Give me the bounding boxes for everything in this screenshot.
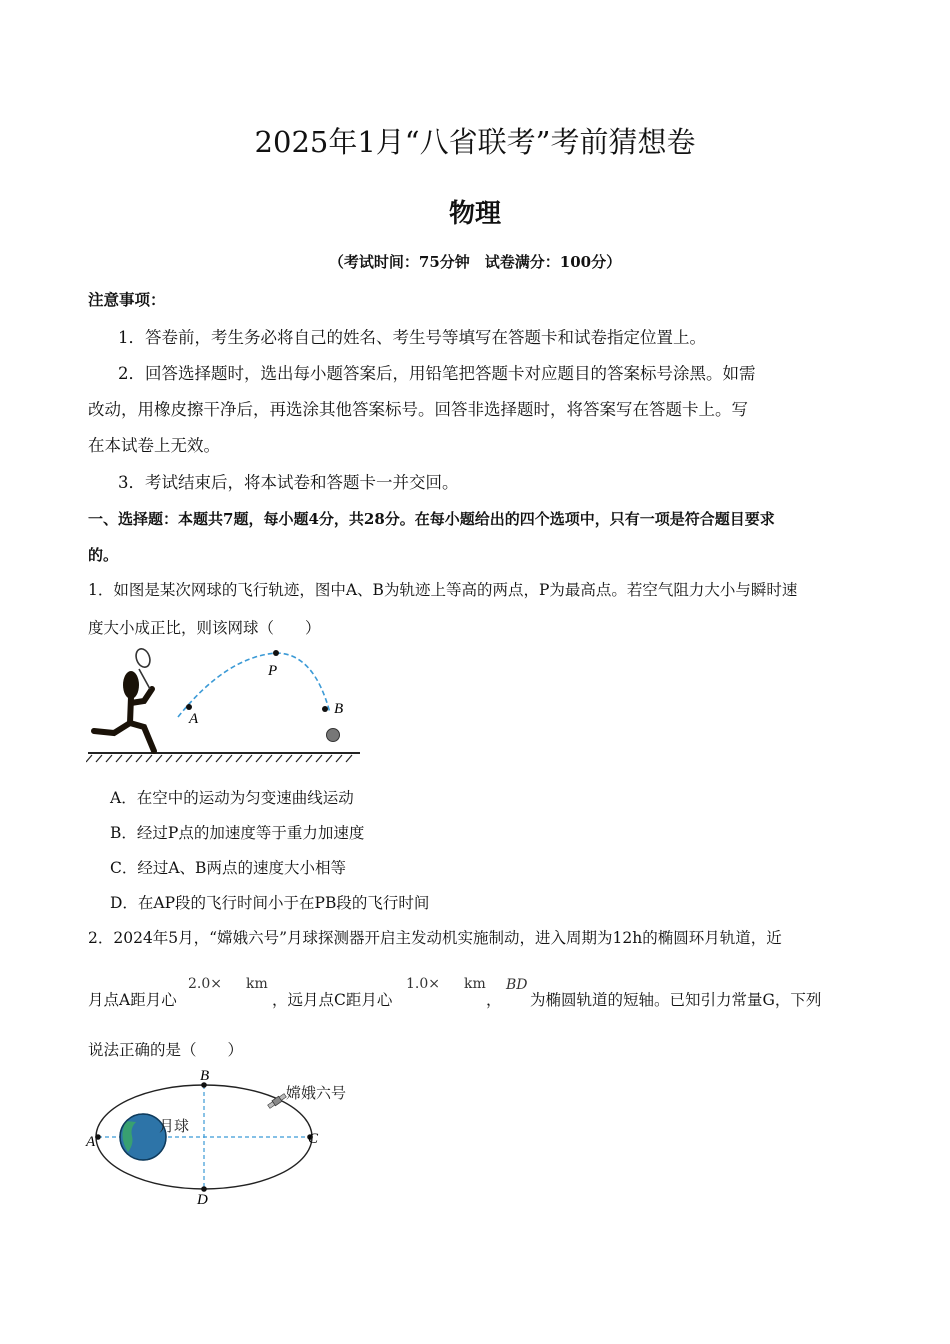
label-c: C: [308, 1131, 319, 1147]
q1-tennis-figure: [86, 645, 366, 765]
q2-text-line-2-part-3: ，: [486, 991, 502, 1009]
q2-far-distance-unit: km: [464, 976, 486, 992]
label-p: P: [268, 663, 278, 679]
q2-near-distance-coef: 2.0×: [188, 976, 222, 992]
notice-item-2-line-3: 在本试卷上无效。: [88, 436, 220, 455]
label-d: D: [197, 1192, 208, 1208]
exam-info: （考试时间：75分钟 试卷满分：100分）: [328, 253, 622, 271]
q1-text-line-1: 1．如图是某次网球的飞行轨迹，图中A、B为轨迹上等高的两点，P为最高点。若空气阻力大小与瞬时速: [88, 581, 798, 599]
notice-heading: 注意事项：: [88, 290, 166, 309]
q2-text-line-2-part-1: 月点A距月心: [88, 991, 177, 1009]
q2-text-line-2-part-4: 为椭圆轨道的短轴。已知引力常量G，下列: [530, 991, 822, 1009]
trajectory-curve: [178, 653, 330, 717]
point-d-dot: [201, 1186, 207, 1192]
notice-item-3: 3．考试结束后，将本试卷和答题卡一并交回。: [118, 473, 459, 492]
point-a-dot: [95, 1134, 101, 1140]
page-title: 2025年1月“八省联考”考前猜想卷: [254, 125, 696, 159]
q2-orbit-figure: [84, 1064, 374, 1214]
q2-text-line-2-part-2: ，远月点C距月心: [272, 991, 393, 1009]
q1-option-d: D．在AP段的飞行时间小于在PB段的飞行时间: [110, 894, 430, 912]
q2-near-distance-unit: km: [246, 976, 268, 992]
point-b-dot: [322, 706, 328, 712]
q2-short-axis-label: BD: [506, 977, 528, 993]
notice-item-1: 1．答卷前，考生务必将自己的姓名、考生号等填写在答题卡和试卷指定位置上。: [118, 328, 706, 347]
section-heading-line-1: 一、选择题：本题共7题，每小题4分，共28分。在每小题给出的四个选项中，只有一项是符合题目要求: [88, 510, 775, 528]
section-heading-line-2: 的。: [88, 546, 119, 564]
label-probe: 嫦娥六号: [286, 1084, 347, 1102]
label-b: B: [334, 701, 344, 717]
q2-text-line-3: 说法正确的是（ ）: [88, 1041, 244, 1059]
point-p-dot: [273, 650, 279, 656]
notice-item-2-line-1: 2．回答选择题时，选出每小题答案后，用铅笔把答题卡对应题目的答案标号涂黑。如需: [118, 364, 756, 383]
point-a-dot: [186, 704, 192, 710]
player-figure: [94, 671, 154, 751]
label-a: A: [189, 711, 199, 727]
q2-text-line-1: 2．2024年5月，“嫦娥六号”月球探测器开启主发动机实施制动，进入周期为12h的椭圆环月轨道，近: [88, 929, 782, 947]
label-b: B: [200, 1068, 210, 1084]
notice-item-2-line-2: 改动，用橡皮擦干净后，再选涂其他答案标号。回答非选择题时，将答案写在答题卡上。写: [88, 400, 748, 419]
subject-title: 物理: [448, 199, 501, 229]
tennis-ball: [327, 729, 340, 742]
q2-far-distance-coef: 1.0×: [406, 976, 440, 992]
q1-option-b: B．经过P点的加速度等于重力加速度: [110, 824, 365, 842]
q1-option-c: C．经过A、B两点的速度大小相等: [110, 859, 346, 877]
q1-text-line-2: 度大小成正比，则该网球（ ）: [88, 619, 321, 637]
label-a: A: [86, 1134, 96, 1150]
q1-option-a: A．在空中的运动为匀变速曲线运动: [110, 789, 354, 807]
label-moon: 月球: [159, 1117, 190, 1135]
